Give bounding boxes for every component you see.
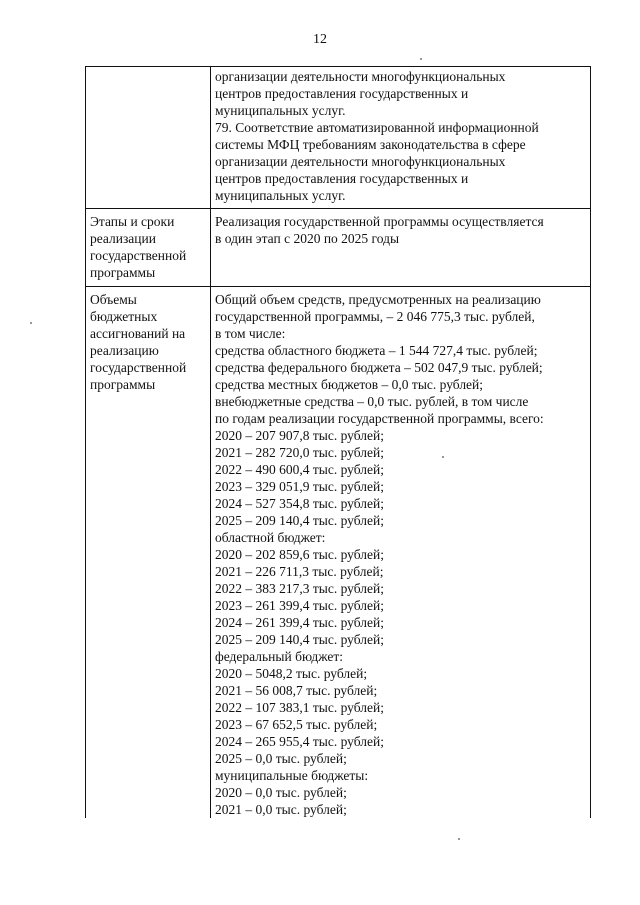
text-line: 2024 – 527 354,8 тыс. рублей; xyxy=(215,496,384,511)
content-cell xyxy=(211,287,591,819)
text-line: государственной программы, – 2 046 775,3 тыс. рублей, xyxy=(215,309,535,324)
text-line: муниципальных услуг. xyxy=(215,103,346,118)
text-line: 2025 – 209 140,4 тыс. рублей; xyxy=(215,632,384,647)
text-line: системы МФЦ требованиям законодательства в сфере xyxy=(215,137,526,152)
text-line: областной бюджет: xyxy=(215,530,326,545)
text-line: Реализация государственной программы осуществляется xyxy=(215,214,544,229)
passport-table xyxy=(85,66,591,818)
text-line: 2022 – 107 383,1 тыс. рублей; xyxy=(215,700,384,715)
text-line: 2025 – 0,0 тыс. рублей; xyxy=(215,751,347,766)
text-line: программы xyxy=(90,377,156,392)
text-line: 2022 – 490 600,4 тыс. рублей; xyxy=(215,462,384,477)
content-cell xyxy=(211,67,591,209)
text-line: в один этап с 2020 по 2025 годы xyxy=(215,231,400,246)
text-line: программы xyxy=(90,265,156,280)
label-cell xyxy=(86,209,211,287)
text-line: бюджетных xyxy=(90,309,158,324)
scan-speck xyxy=(420,58,422,60)
scan-speck xyxy=(442,456,444,458)
text-line: 2025 – 209 140,4 тыс. рублей; xyxy=(215,513,384,528)
text-line: реализации xyxy=(90,231,156,246)
text-line: 2021 – 226 711,3 тыс. рублей; xyxy=(215,564,384,579)
table-row-budget xyxy=(86,287,591,819)
text-line: 2021 – 0,0 тыс. рублей; xyxy=(215,802,347,817)
text-line: 2023 – 261 399,4 тыс. рублей; xyxy=(215,598,384,613)
text-line: организации деятельности многофункциональных xyxy=(215,69,506,84)
text-line: 2020 – 0,0 тыс. рублей; xyxy=(215,785,347,800)
text-line: по годам реализации государственной программы, всего: xyxy=(215,411,544,426)
text-line: муниципальные бюджеты: xyxy=(215,768,369,783)
text-line: 2021 – 282 720,0 тыс. рублей; xyxy=(215,445,384,460)
text-line: 2023 – 67 652,5 тыс. рублей; xyxy=(215,717,378,732)
page-number: 12 xyxy=(313,32,327,47)
text-line: Объемы xyxy=(90,292,137,307)
content-cell xyxy=(211,209,591,287)
text-line: 2020 – 202 859,6 тыс. рублей; xyxy=(215,547,384,562)
text-line: федеральный бюджет: xyxy=(215,649,343,664)
text-line: Общий объем средств, предусмотренных на реализацию xyxy=(215,292,541,307)
text-line: 2023 – 329 051,9 тыс. рублей; xyxy=(215,479,384,494)
text-line: 2022 – 383 217,3 тыс. рублей; xyxy=(215,581,384,596)
text-line: муниципальных услуг. xyxy=(215,188,346,203)
scan-speck xyxy=(458,838,460,840)
text-line: государственной xyxy=(90,248,187,263)
label-cell xyxy=(86,67,211,209)
text-line: реализацию xyxy=(90,343,159,358)
label-cell xyxy=(86,287,211,819)
text-line: 2020 – 207 907,8 тыс. рублей; xyxy=(215,428,384,443)
table-row-stages xyxy=(86,209,591,287)
text-line: внебюджетные средства – 0,0 тыс. рублей, в том числе xyxy=(215,394,529,409)
text-line: в том числе: xyxy=(215,326,286,341)
text-line: Этапы и сроки xyxy=(90,214,175,229)
text-line: средства областного бюджета – 1 544 727,4 тыс. рублей; xyxy=(215,343,538,358)
text-line: средства местных бюджетов – 0,0 тыс. рублей; xyxy=(215,377,484,392)
text-line: государственной xyxy=(90,360,187,375)
text-line: ассигнований на xyxy=(90,326,186,341)
text-line: центров предоставления государственных и xyxy=(215,86,469,101)
text-line: средства федерального бюджета – 502 047,9 тыс. рублей; xyxy=(215,360,543,375)
text-line: 2020 – 5048,2 тыс. рублей; xyxy=(215,666,368,681)
text-line: центров предоставления государственных и xyxy=(215,171,469,186)
text-line: 2024 – 261 399,4 тыс. рублей; xyxy=(215,615,384,630)
text-line: 2021 – 56 008,7 тыс. рублей; xyxy=(215,683,378,698)
scan-speck xyxy=(30,322,32,324)
text-line: организации деятельности многофункциональных xyxy=(215,154,506,169)
text-line: 79. Соответствие автоматизированной информационной xyxy=(215,120,539,135)
table-row-continuation xyxy=(86,67,591,209)
text-line: 2024 – 265 955,4 тыс. рублей; xyxy=(215,734,384,749)
